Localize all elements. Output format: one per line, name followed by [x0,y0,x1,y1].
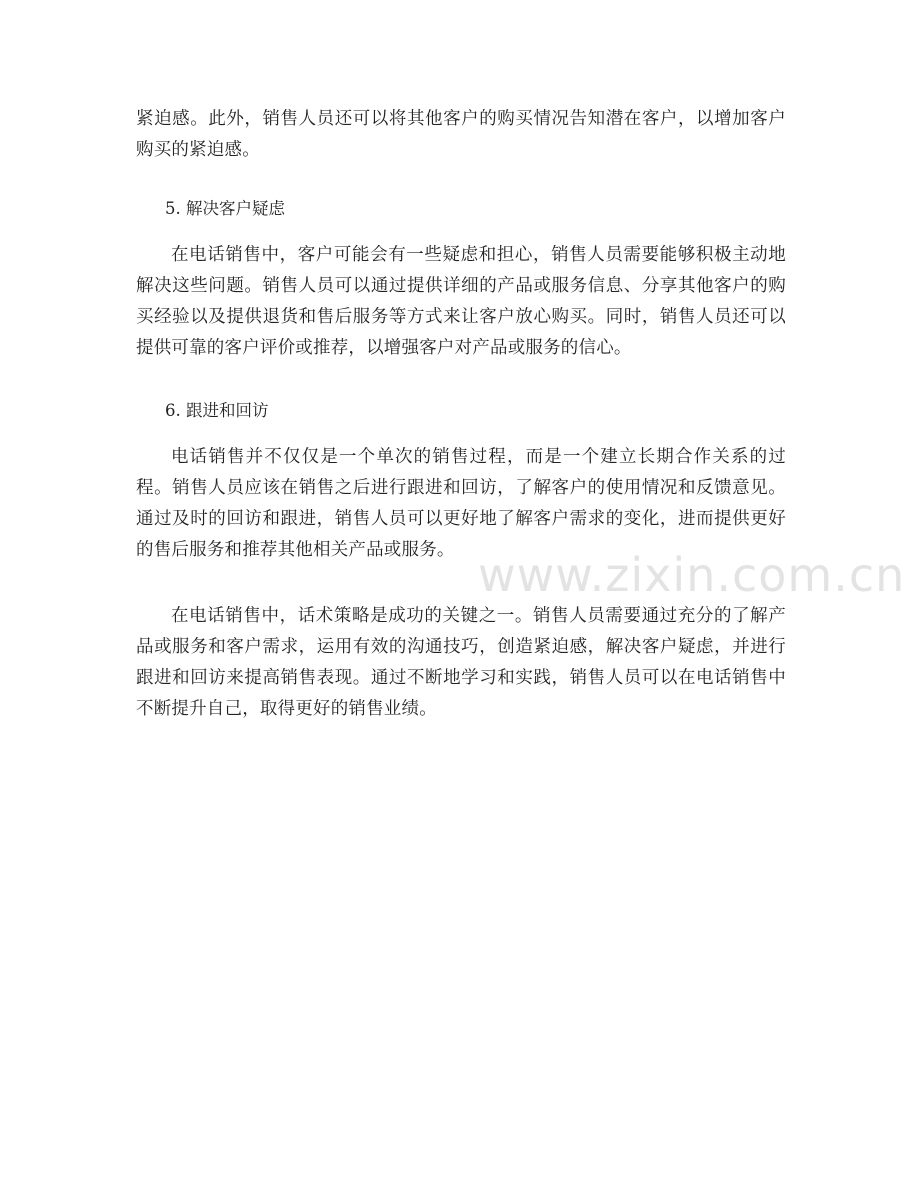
section-heading-6: 6. 跟进和回访 [165,401,269,420]
paragraph-urgency-continued: 紧迫感。此外，销售人员还可以将其他客户的购买情况告知潜在客户，以增加客户购买的紧迫感。 [136,109,786,160]
paragraph-resolve-doubts: 在电话销售中，客户可能会有一些疑虑和担心，销售人员需要能够积极主动地解决这些问题。销售人员可以通过提供详细的产品或服务信息、分享其他客户的购买经验以及提供退货和售后服务等方式来让客户放心购买。同时，销售人员还可以提供可靠的客户评价或推荐，以增强客户对产品或服务的信心。 [136,245,786,358]
paragraph-conclusion: 在电话销售中，话术策略是成功的关键之一。销售人员需要通过充分的了解产品或服务和客户需求，运用有效的沟通技巧，创造紧迫感，解决客户疑虑，并进行跟进和回访来提高销售表现。通过不断地学习和实践，销售人员可以在电话销售中不断提升自己，取得更好的销售业绩。 [136,606,786,719]
watermark-text: www.zixin.com.cn [478,548,906,602]
section-heading-5: 5. 解决客户疑虑 [165,199,285,218]
paragraph-follow-up: 电话销售并不仅仅是一个单次的销售过程，而是一个建立长期合作关系的过程。销售人员应该在销售之后进行跟进和回访，了解客户的使用情况和反馈意见。通过及时的回访和跟进，销售人员可以更好地了解客户需求的变化，进而提供更好的售后服务和推荐其他相关产品或服务。 [136,447,786,560]
